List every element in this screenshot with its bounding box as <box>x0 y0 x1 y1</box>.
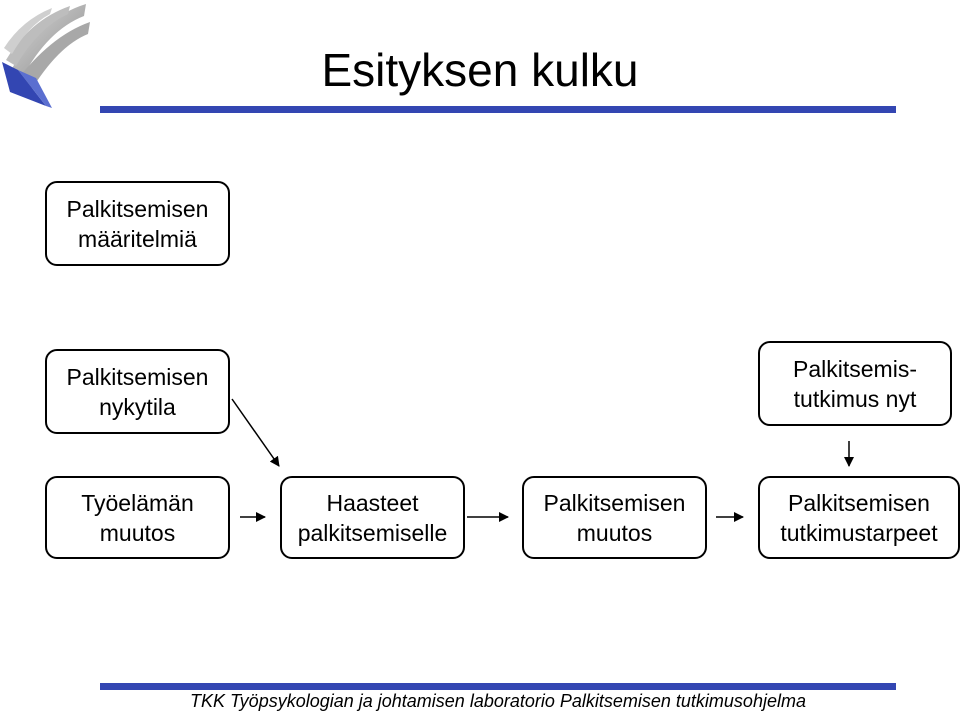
box-line: Palkitsemisen <box>66 195 209 222</box>
box-line: Palkitsemisen <box>543 489 686 516</box>
box-line: Haasteet <box>326 489 419 516</box>
arrow-nykytila-to-haasteet <box>232 399 279 466</box>
box-line: muutos <box>99 519 176 546</box>
box-line: Palkitsemisen <box>66 363 209 390</box>
box-line: Palkitsemisen <box>788 489 930 516</box>
box-line: tutkimus nyt <box>793 385 917 412</box>
box-line: määritelmiä <box>78 225 197 252</box>
box-line: muutos <box>576 519 653 546</box>
box-line: Työelämän <box>81 489 194 516</box>
box-line: palkitsemiselle <box>297 519 448 546</box>
footer-bar <box>100 683 896 690</box>
box-line: nykytila <box>99 393 176 420</box>
box-line: tutkimustarpeet <box>780 519 938 546</box>
page-title: Esityksen kulku <box>321 44 639 96</box>
footer-text: TKK Työpsykologian ja johtamisen laboratorio Palkitsemisen tutkimusohjelma <box>190 691 806 711</box>
box-line: Palkitsemis- <box>793 355 917 382</box>
